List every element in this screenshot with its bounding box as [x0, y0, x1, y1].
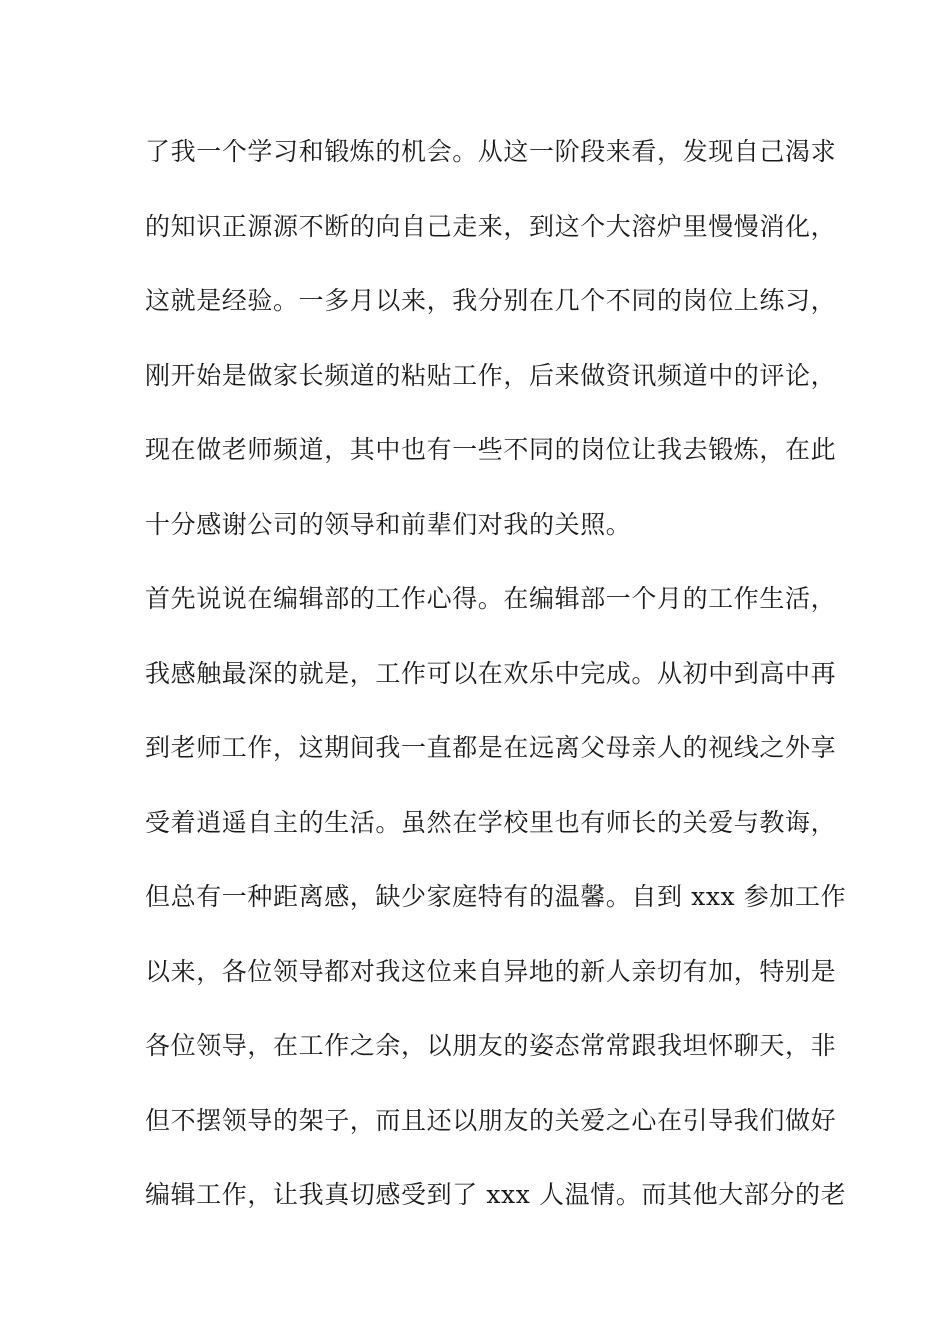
text-line: 以来，各位领导都对我这位来自异地的新人亲切有加，特别是 [145, 956, 837, 986]
text-line: 了我一个学习和锻炼的机会。从这一阶段来看，发现自己渴求 [145, 137, 837, 166]
text-line: 编辑工作，让我真切感受到了 xxx 人温情。而其他大部分的老 [145, 1180, 847, 1209]
text-line: 受着逍遥自主的生活。虽然在学校里也有师长的关爱与教诲， [145, 807, 837, 837]
body-text [145, 128, 847, 1246]
text-line: 的知识正源源不断的向自己走来，到这个大溶炉里慢慢消化， [145, 211, 837, 241]
text-line-paragraph-end: 十分感谢公司的领导和前辈们对我的关照。 [145, 509, 632, 539]
text-line: 但不摆领导的架子，而且还以朋友的关爱之心在引导我们做好 [145, 1105, 837, 1135]
text-line: 我感触最深的就是，工作可以在欢乐中完成。从初中到高中再 [145, 658, 837, 688]
text-line: 各位领导，在工作之余，以朋友的姿态常常跟我坦怀聊天，非 [145, 1031, 837, 1060]
text-line: 现在做老师频道，其中也有一些不同的岗位让我去锻炼，在此 [145, 435, 837, 464]
text-line: 到老师工作，这期间我一直都是在远离父母亲人的视线之外享 [145, 733, 837, 762]
text-line: 但总有一种距离感，缺少家庭特有的温馨。自到 xxx 参加工作 [145, 882, 847, 911]
text-line: 刚开始是做家长频道的粘贴工作，后来做资讯频道中的评论， [145, 360, 837, 390]
text-line: 这就是经验。一多月以来，我分别在几个不同的岗位上练习， [145, 286, 837, 315]
text-line: 首先说说在编辑部的工作心得。在编辑部一个月的工作生活， [145, 584, 837, 613]
